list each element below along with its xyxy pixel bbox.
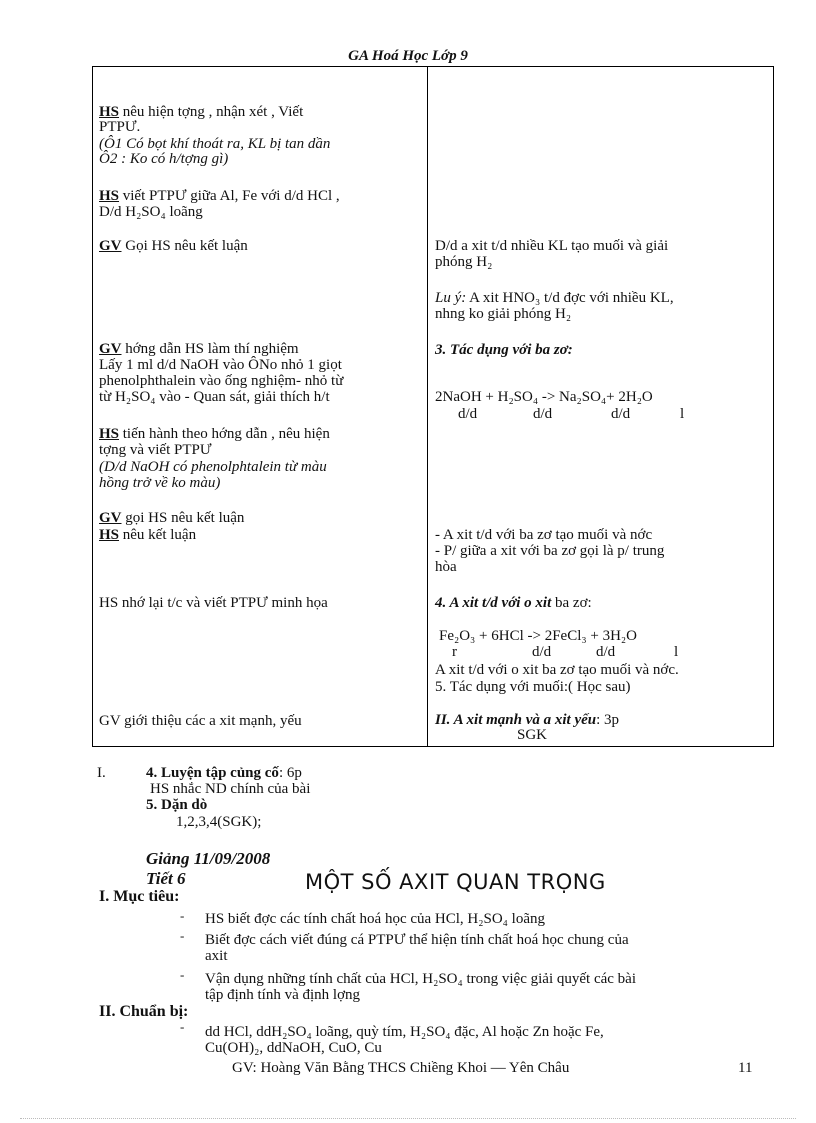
state-label: d/d	[611, 406, 631, 422]
content-line: - A xit t/d với ba zơ tạo muối và nớc	[435, 527, 653, 543]
content-line: 5. Tác dụng với muối:( Học sau)	[435, 679, 631, 695]
state-label: l	[674, 644, 679, 660]
content-heading-base: 3. Tác dụng với ba zơ:	[435, 342, 573, 358]
lesson-title: MỘT SỐ AXIT QUAN TRỌNG	[305, 870, 606, 894]
activity-line: phenolphthalein vào ống nghiệm- nhỏ từ	[99, 373, 344, 389]
page-divider	[20, 1118, 796, 1119]
content-line: hòa	[435, 559, 457, 575]
state-label: d/d	[532, 644, 552, 660]
content-line: nhng ko giải phóng H₂	[435, 306, 572, 322]
activity-note: Ô2 : Ko có h/tợng gì)	[99, 151, 229, 167]
lesson-date: Giảng 11/09/2008	[146, 849, 271, 868]
content-heading-oxide: 4. A xit t/d với o xit ba zơ:	[435, 595, 592, 611]
state-label: d/d	[458, 406, 478, 422]
state-label: l	[680, 406, 685, 422]
page-number: 11	[738, 1060, 753, 1076]
activity-hs-observe: HS nêu hiện tợng , nhận xét , Viết	[99, 104, 304, 120]
content-line: phóng H₂	[435, 254, 493, 270]
lesson-period: Tiết 6	[146, 869, 186, 888]
prep-item-cont: Cu(OH)₂, ddNaOH, CuO, Cu	[205, 1040, 382, 1056]
activity-gv-call: GV gọi HS nêu kết luận	[99, 510, 245, 526]
objective-item: Biết đợc cách viết đúng cá PTPƯ thể hiện tính chất hoá học chung của	[205, 932, 629, 948]
activity-hs-conclude: HS nêu kết luận	[99, 527, 197, 543]
section-practice: 4. Luyện tập củng cố: 6p	[146, 765, 302, 781]
activity-line: Lấy 1 ml d/d NaOH vào ÔNo nhỏ 1 giọt	[99, 357, 342, 373]
content-line: - P/ giữa a xit với ba zơ gọi là p/ trung	[435, 543, 665, 559]
activity-note: hồng trở về ko màu)	[99, 475, 221, 491]
activity-hs-write: HS viết PTPƯ giữa Al, Fe với d/d HCl ,	[99, 188, 340, 204]
activity-note: (Ô1 Có bọt khí thoát ra, KL bị tan dần	[99, 136, 331, 152]
activity-line: PTPƯ.	[99, 119, 141, 135]
content-column	[428, 67, 774, 747]
activity-hs-experiment: HS tiến hành theo hớng dẫn , nêu hiện	[99, 426, 330, 442]
objectives-heading: I. Mục tiêu:	[99, 888, 180, 905]
section-homework: 5. Dặn dò	[146, 797, 208, 813]
state-label: d/d	[596, 644, 616, 660]
activity-line: D/d H₂SO₄ loãng	[99, 204, 203, 220]
lesson-table	[92, 66, 774, 747]
section-roman: I.	[97, 765, 106, 781]
state-label: d/d	[533, 406, 553, 422]
content-conclusion: D/d a xit t/d nhiều KL tạo muối và giải	[435, 238, 669, 254]
activity-hs-recall: HS nhớ lại t/c và viết PTPƯ minh họa	[99, 595, 328, 611]
activity-note: (D/d NaOH có phenolphtalein từ màu	[99, 459, 327, 475]
practice-line: HS nhắc ND chính của bài	[150, 781, 311, 797]
page-header: GA Hoá Học Lớp 9	[348, 48, 468, 64]
content-line: SGK	[517, 727, 548, 743]
prep-heading: II. Chuẩn bị:	[99, 1003, 189, 1020]
activity-line: từ H₂SO₄ vào - Quan sát, giải thích h/t	[99, 389, 330, 405]
prep-item: dd HCl, ddH₂SO₄ loãng, quỳ tím, H₂SO₄ đặc, Al hoặc Zn hoặc Fe,	[205, 1024, 604, 1040]
content-note: Lu ý: A xit HNO₃ t/d đợc với nhiều KL,	[435, 290, 674, 306]
homework-line: 1,2,3,4(SGK);	[176, 814, 262, 830]
activity-gv-introduce: GV giới thiệu các a xit mạnh, yếu	[99, 713, 302, 729]
objective-item: Vận dụng những tính chất của HCl, H₂SO₄ trong việc giải quyết các bài	[205, 971, 636, 987]
activity-gv-guide: GV hớng dẫn HS làm thí nghiệm	[99, 341, 299, 357]
activity-gv-conclude: GV Gọi HS nêu kết luận	[99, 238, 248, 254]
bullet-dash: -	[180, 967, 185, 982]
content-line: A xit t/d với o xit ba zơ tạo muối và nớc.	[435, 662, 679, 678]
equation-naoh-h2so4: 2NaOH + H₂SO₄ -> Na₂SO₄+ 2H₂O	[435, 389, 653, 405]
activity-line: tợng và viết PTPƯ	[99, 442, 212, 458]
footer-author: GV: Hoàng Văn Bằng THCS Chiềng Khoi — Yên Châu	[232, 1060, 570, 1076]
objective-item-cont: axit	[205, 948, 228, 964]
objective-item: HS biết đợc các tính chất hoá học của HCl, H₂SO₄ loãng	[205, 911, 545, 927]
teacher-student-activity-column	[93, 67, 428, 747]
bullet-dash: -	[180, 908, 185, 923]
content-heading-strength: II. A xit mạnh và a xit yếu: 3p	[435, 712, 620, 728]
equation-fe2o3-hcl: Fe₂O₃ + 6HCl -> 2FeCl₃ + 3H₂O	[439, 628, 637, 644]
bullet-dash: -	[180, 1019, 185, 1034]
state-label: r	[452, 644, 457, 660]
objective-item-cont: tập định tính và định lợng	[205, 987, 361, 1003]
bullet-dash: -	[180, 928, 185, 943]
